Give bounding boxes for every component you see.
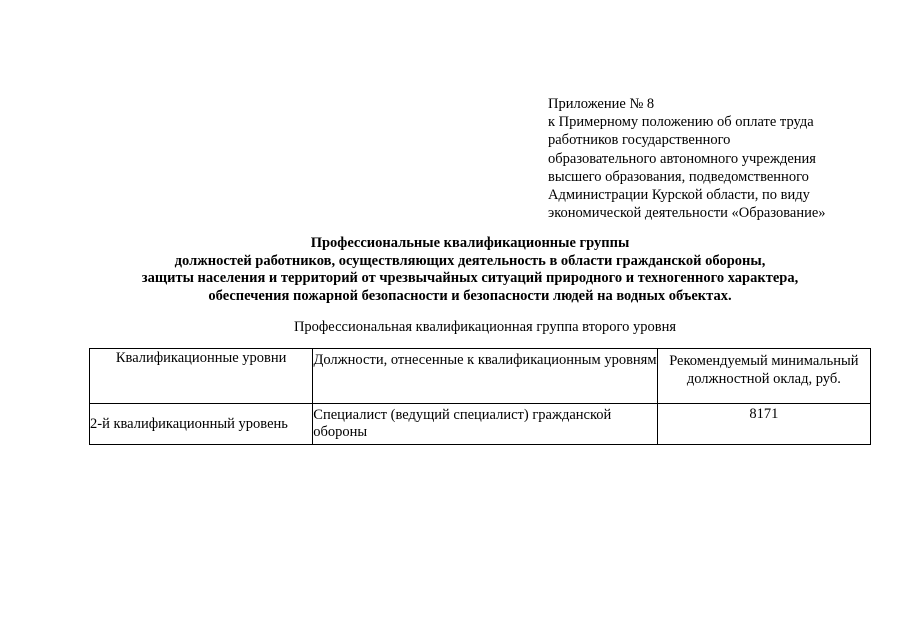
appendix-line: Приложение № 8: [548, 96, 655, 112]
appendix-note: [548, 95, 888, 222]
group-subtitle: Профессиональная квалификационная группа второго уровня: [293, 319, 677, 335]
title-line: Профессиональные квалификационные группы: [310, 235, 630, 251]
appendix-line: работников государственного: [548, 132, 731, 149]
cell-position: Специалист (ведущий специалист) гражданской обороны: [313, 404, 657, 445]
title-line: обеспечения пожарной безопасности и безопасности людей на водных объектах.: [208, 287, 732, 304]
appendix-line: высшего образования, подведомственного: [548, 168, 809, 185]
document-title: [100, 235, 840, 305]
cell-salary: 8171: [657, 404, 870, 445]
appendix-line: образовательного автономного учреждения: [548, 150, 816, 167]
cell-qualification-level: 2-й квалификационный уровень: [90, 404, 313, 445]
title-line: защиты населения и территорий от чрезвычайных ситуаций природного и техногенного характера,: [141, 270, 799, 286]
appendix-line: Администрации Курской области, по виду: [548, 187, 810, 204]
table-row: [90, 404, 871, 445]
appendix-line: экономической деятельности «Образование»: [548, 205, 826, 222]
table-header-row: [90, 349, 871, 404]
qualification-table: [89, 348, 871, 445]
title-line: должностей работников, осуществляющих деятельность в области гражданской обороны,: [174, 252, 766, 269]
header-min-salary: Рекомендуемый минимальный должностной оклад, руб.: [657, 349, 870, 404]
header-positions: Должности, отнесенные к квалификационным уровням: [313, 349, 657, 404]
header-qualification-levels: Квалификационные уровни: [90, 349, 313, 404]
appendix-line: к Примерному положению об оплате труда: [548, 114, 814, 131]
